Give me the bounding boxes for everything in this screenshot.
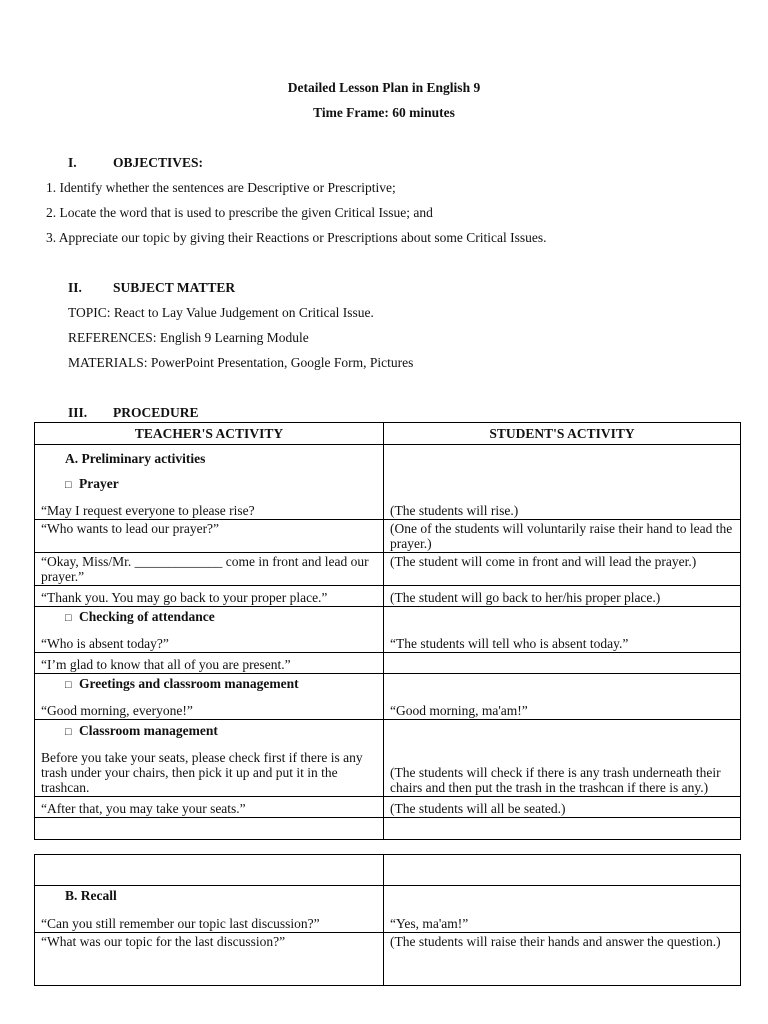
topic-line: TOPIC: React to Lay Value Judgement on Critical Issue. [68, 305, 374, 320]
teacher-line: “Can you still remember our topic last discussion?” [41, 916, 320, 931]
prayer-heading [41, 476, 377, 493]
teacher-cell [35, 886, 384, 933]
checkbox-bullet-icon: □ [65, 726, 72, 738]
student-cell: (The students will rise.) [384, 445, 741, 520]
table-row [35, 653, 741, 674]
teacher-cell: “After that, you may take your seats.” [35, 797, 384, 818]
student-cell [384, 653, 741, 674]
table-row [35, 797, 741, 818]
student-cell: (The student will go back to her/his proper place.) [384, 586, 741, 607]
table-header-row [35, 423, 741, 445]
attendance-label: Checking of attendance [79, 609, 215, 624]
teacher-line: “May I request everyone to please rise? [41, 503, 255, 518]
teacher-cell [35, 674, 384, 720]
student-activity-header: STUDENT'S ACTIVITY [384, 423, 741, 445]
student-cell [384, 818, 741, 840]
objective-item: 1. Identify whether the sentences are Descriptive or Prescriptive; [46, 180, 396, 195]
teacher-cell [35, 818, 384, 840]
student-cell: (The student will come in front and will lead the prayer.) [384, 553, 741, 586]
objective-item: 2. Locate the word that is used to prescribe the given Critical Issue; and [46, 205, 433, 220]
student-cell: (One of the students will voluntarily raise their hand to lead the prayer.) [384, 520, 741, 553]
table-row [35, 933, 741, 986]
time-frame: Time Frame: 60 minutes [313, 105, 455, 120]
student-cell: “Yes, ma'am!” [384, 886, 741, 933]
table-row [35, 445, 741, 520]
table-row [35, 586, 741, 607]
greetings-heading [41, 676, 377, 693]
table-row [35, 553, 741, 586]
document-title: Detailed Lesson Plan in English 9 [287, 80, 481, 95]
prayer-label: Prayer [79, 476, 119, 491]
greetings-label: Greetings and classroom management [79, 676, 299, 691]
teacher-cell: “Thank you. You may go back to your proper place.” [35, 586, 384, 607]
checkbox-bullet-icon: □ [65, 479, 72, 491]
subject-matter-number: II. [68, 280, 82, 295]
teacher-cell: “I’m glad to know that all of you are present.” [35, 653, 384, 674]
student-cell: (The students will all be seated.) [384, 797, 741, 818]
objective-item: 3. Appreciate our topic by giving their Reactions or Prescriptions about some Critical Issues. [46, 230, 547, 245]
student-cell: (The students will check if there is any trash underneath their chairs and then put the trash in the trashcan if there is any.) [384, 720, 741, 797]
teacher-cell: “What was our topic for the last discussion?” [35, 933, 384, 986]
teacher-cell [35, 855, 384, 886]
teacher-cell: “Okay, Miss/Mr. _____________ come in front and lead our prayer.” [35, 553, 384, 586]
part-b-heading: B. Recall [65, 888, 117, 903]
table-row [35, 818, 741, 840]
procedure-heading: PROCEDURE [113, 405, 199, 420]
objectives-heading: OBJECTIVES: [113, 155, 204, 170]
teacher-cell [35, 720, 384, 797]
teacher-line: Before you take your seats, please check first if there is any trash under your chairs, then pick it up and put it in the trashcan. [41, 750, 363, 795]
procedure-table [34, 422, 741, 840]
references-line: REFERENCES: English 9 Learning Module [68, 330, 309, 345]
teacher-cell [35, 607, 384, 653]
table-row [35, 607, 741, 653]
teacher-line: “Good morning, everyone!” [41, 703, 193, 718]
attendance-heading [41, 609, 377, 626]
student-cell: (The students will raise their hands and answer the question.) [384, 933, 741, 986]
part-a-heading: A. Preliminary activities [65, 451, 206, 466]
table-row [35, 886, 741, 933]
teacher-cell: “Who wants to lead our prayer?” [35, 520, 384, 553]
materials-line: MATERIALS: PowerPoint Presentation, Google Form, Pictures [68, 355, 414, 370]
checkbox-bullet-icon: □ [65, 612, 72, 624]
table-row [35, 855, 741, 886]
recall-table [34, 854, 741, 986]
objectives-number: I. [68, 155, 77, 170]
classroom-label: Classroom management [79, 723, 218, 738]
teacher-line: “Who is absent today?” [41, 636, 169, 651]
procedure-number: III. [68, 405, 88, 420]
table-row [35, 720, 741, 797]
teacher-cell [35, 445, 384, 520]
teacher-activity-header: TEACHER'S ACTIVITY [35, 423, 384, 445]
subject-matter-heading: SUBJECT MATTER [113, 280, 236, 295]
classroom-heading [41, 723, 377, 740]
table-row [35, 674, 741, 720]
checkbox-bullet-icon: □ [65, 679, 72, 691]
table-row [35, 520, 741, 553]
student-cell: “The students will tell who is absent today.” [384, 607, 741, 653]
student-cell: “Good morning, ma'am!” [384, 674, 741, 720]
student-cell [384, 855, 741, 886]
